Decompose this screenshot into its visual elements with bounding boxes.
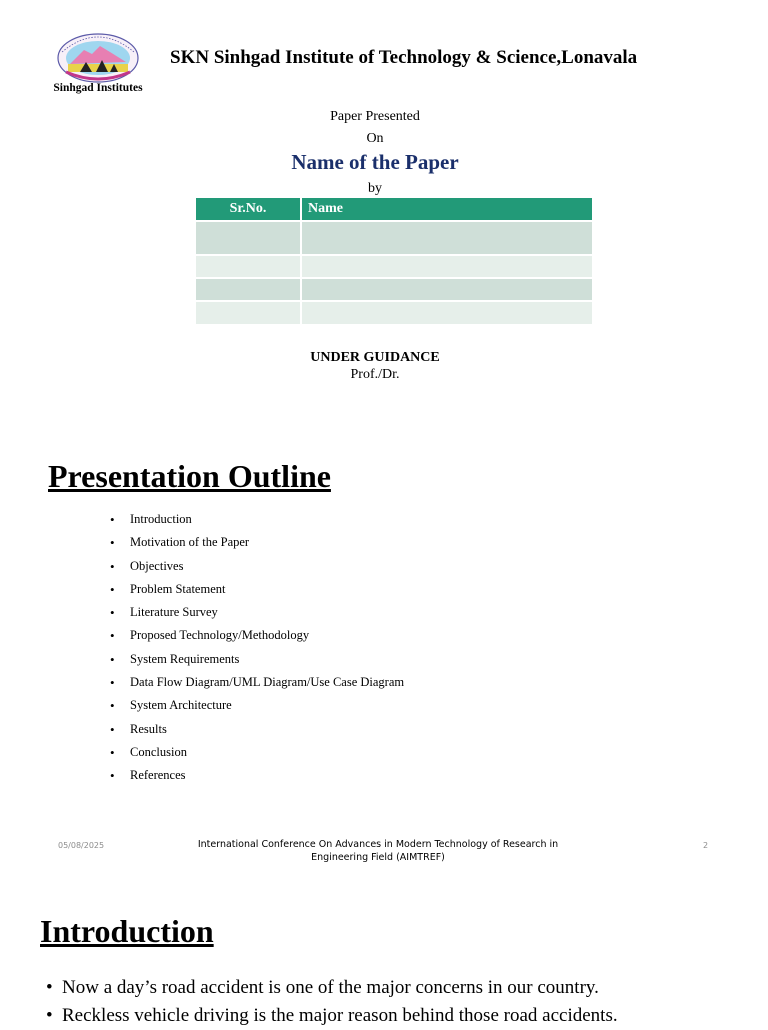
footer-page-number: 2 [703, 841, 709, 850]
table-cell [196, 278, 301, 301]
footer-conference: International Conference On Advances in Modern Technology of Research in Engineering Field (AIMTREF) [197, 839, 559, 863]
guide-name: Prof./Dr. [350, 367, 400, 382]
list-item: • Reckless vehicle driving is the major reason behind those road accidents. [46, 1002, 618, 1030]
list-item: • Conclusion [110, 741, 404, 764]
table-row [196, 278, 592, 301]
table-cell [196, 255, 301, 278]
table-cell [301, 255, 592, 278]
outline-heading: Presentation Outline [48, 458, 331, 494]
list-item: • System Requirements [110, 648, 404, 671]
table-row [196, 255, 592, 278]
paper-on-label: On [366, 131, 384, 146]
author-table [196, 198, 592, 324]
institute-name: SKN Sinhgad Institute of Technology & Science,Lonavala [170, 47, 638, 68]
list-item: • Now a day’s road accident is one of the major concerns in our country. [46, 974, 618, 1002]
list-item: • References [110, 764, 404, 787]
paper-name: Name of the Paper [291, 150, 459, 174]
intro-list [46, 974, 618, 1030]
list-item: • System Architecture [110, 694, 404, 717]
list-item: • Problem Statement [110, 578, 404, 601]
footer-date: 05/08/2025 [58, 841, 105, 850]
paper-by-label: by [368, 181, 382, 196]
outline-list [110, 508, 404, 788]
table-row [196, 301, 592, 324]
header-sr-no: Sr.No. [196, 198, 301, 221]
list-item: • Data Flow Diagram/UML Diagram/Use Case Diagram [110, 671, 404, 694]
paper-presented-label: Paper Presented [330, 109, 420, 124]
author-table-header [196, 198, 592, 221]
table-cell [301, 278, 592, 301]
table-row [196, 221, 592, 255]
guidance-label: UNDER GUIDANCE [310, 350, 440, 365]
list-item: • Introduction [110, 508, 404, 531]
table-cell [301, 301, 592, 324]
list-item: • Proposed Technology/Methodology [110, 624, 404, 647]
table-cell [301, 221, 592, 255]
logo-caption: Sinhgad Institutes [53, 82, 143, 94]
table-cell [196, 221, 301, 255]
list-item: • Objectives [110, 555, 404, 578]
table-cell [196, 301, 301, 324]
intro-heading: Introduction [40, 913, 214, 949]
list-item: • Literature Survey [110, 601, 404, 624]
list-item: • Motivation of the Paper [110, 531, 404, 554]
list-item: • Results [110, 718, 404, 741]
header-name: Name [301, 198, 592, 221]
